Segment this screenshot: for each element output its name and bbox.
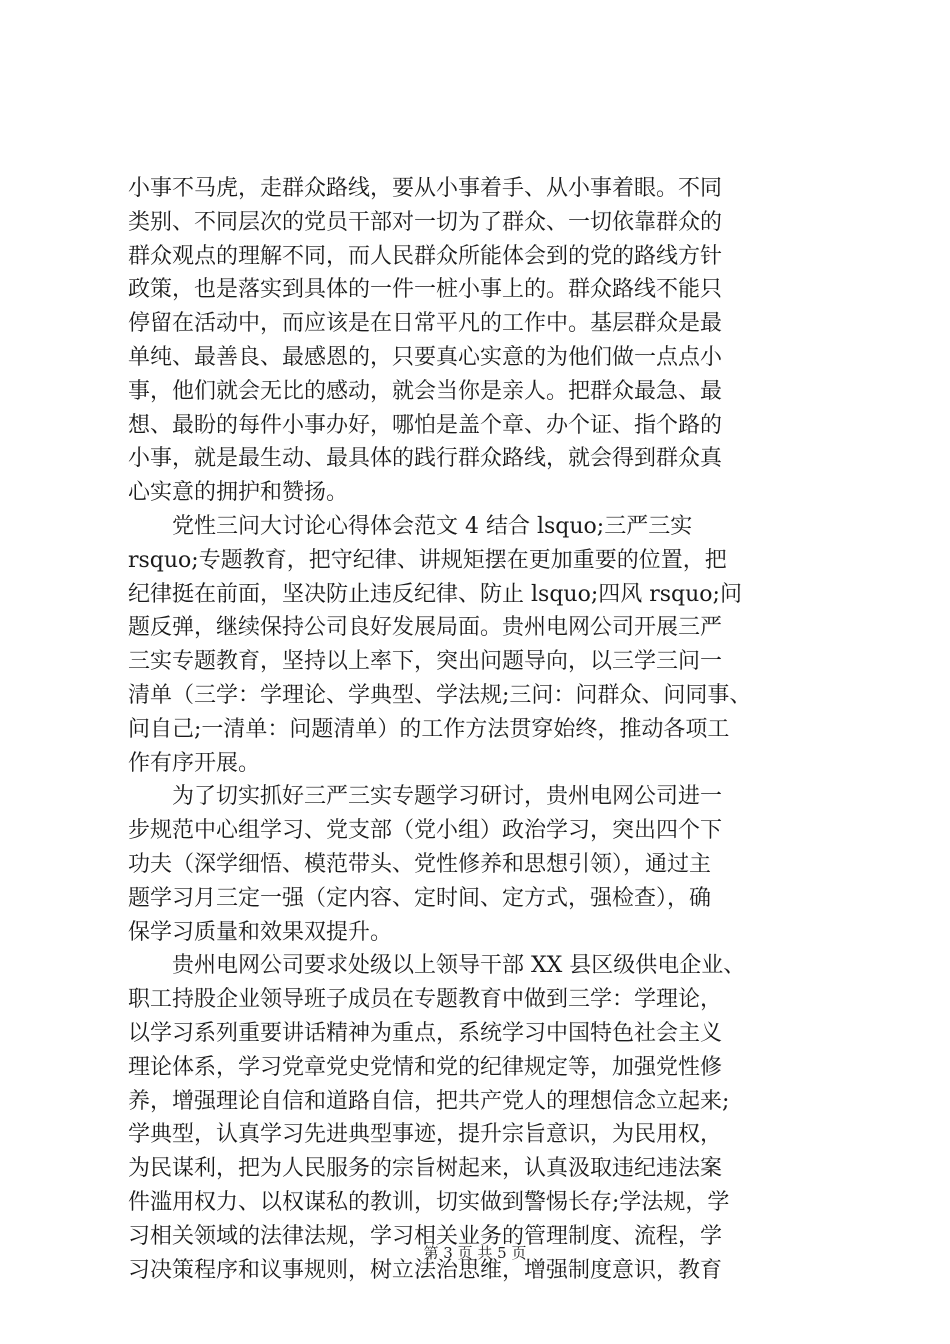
text-line: 习相关领域的法律法规，学习相关业务的管理制度、流程，学 <box>128 1223 723 1249</box>
text-line: 问自己;一清单：问题清单）的工作方法贯穿始终，推动各项工 <box>128 716 730 742</box>
text-line: 清单（三学：学理论、学典型、学法规;三问：问群众、问同事、 <box>128 682 752 708</box>
text-line: 保学习质量和效果双提升。 <box>128 919 393 945</box>
text-line: 功夫（深学细悟、模范带头、党性修养和思想引领），通过主 <box>128 851 712 877</box>
text-line: 小事，就是最生动、最具体的践行群众路线，就会得到群众真 <box>128 446 723 472</box>
text-line: 群众观点的理解不同，而人民群众所能体会到的党的路线方针 <box>128 243 723 269</box>
text-line: 学典型，认真学习先进典型事迹，提升宗旨意识，为民用权， <box>128 1122 723 1148</box>
text-line: 三实专题教育，坚持以上率下，突出问题导向，以三学三问一 <box>128 649 723 675</box>
text-line: 件滥用权力、以权谋私的教训，切实做到警惕长存;学法规，学 <box>128 1189 730 1215</box>
text-line: 小事不马虎，走群众路线，要从小事着手、从小事着眼。不同 <box>128 176 723 201</box>
text-line: 题反弹，继续保持公司良好发展局面。贵州电网公司开展三严 <box>128 615 723 641</box>
text-line: 作有序开展。 <box>128 750 261 776</box>
text-line: 为民谋利，把为人民服务的宗旨树起来，认真汲取违纪违法案 <box>128 1156 723 1182</box>
text-line: 习决策程序和议事规则，树立法治思维，增强制度意识，教育 <box>128 1257 723 1283</box>
text-line: 职工持股企业领导班子成员在专题教育中做到三学：学理论， <box>128 987 723 1013</box>
text-line: 停留在活动中，而应该是在日常平凡的工作中。基层群众是最 <box>128 311 723 337</box>
text-line: 题学习月三定一强（定内容、定时间、定方式，强检查），确 <box>128 885 712 911</box>
text-line: 纪律挺在前面，坚决防止违反纪律、防止 lsquo;四风 rsquo;问 <box>128 581 742 607</box>
text-line: 为了切实抓好三严三实专题学习研讨，贵州电网公司进一 <box>128 784 723 810</box>
text-line: 养，增强理论自信和道路自信，把共产党人的理想信念立起来; <box>128 1088 730 1114</box>
text-line: 党性三问大讨论心得体会范文 4 结合 lsquo;三严三实 <box>128 513 693 539</box>
text-line: 贵州电网公司要求处级以上领导干部 XX 县区级供电企业、 <box>128 953 746 979</box>
text-line: 步规范中心组学习、党支部（党小组）政治学习，突出四个下 <box>128 818 723 844</box>
document-body <box>128 172 828 1287</box>
text-line: 理论体系，学习党章党史党情和党的纪律规定等，加强党性修 <box>128 1054 723 1080</box>
page-footer: 第 3 页 共 5 页 <box>423 1244 527 1262</box>
text-line: 以学习系列重要讲话精神为重点，系统学习中国特色社会主义 <box>128 1020 723 1046</box>
text-line: 想、最盼的每件小事办好，哪怕是盖个章、办个证、指个路的 <box>128 412 723 438</box>
text-line: 心实意的拥护和赞扬。 <box>128 480 349 506</box>
text-line: 单纯、最善良、最感恩的，只要真心实意的为他们做一点点小 <box>128 344 723 370</box>
text-line: rsquo;专题教育，把守纪律、讲规矩摆在更加重要的位置，把 <box>128 547 727 573</box>
text-line: 事，他们就会无比的感动，就会当你是亲人。把群众最急、最 <box>128 378 723 404</box>
text-line: 政策，也是落实到具体的一件一桩小事上的。群众路线不能只 <box>128 277 723 303</box>
text-line: 类别、不同层次的党员干部对一切为了群众、一切依靠群众的 <box>128 209 723 235</box>
